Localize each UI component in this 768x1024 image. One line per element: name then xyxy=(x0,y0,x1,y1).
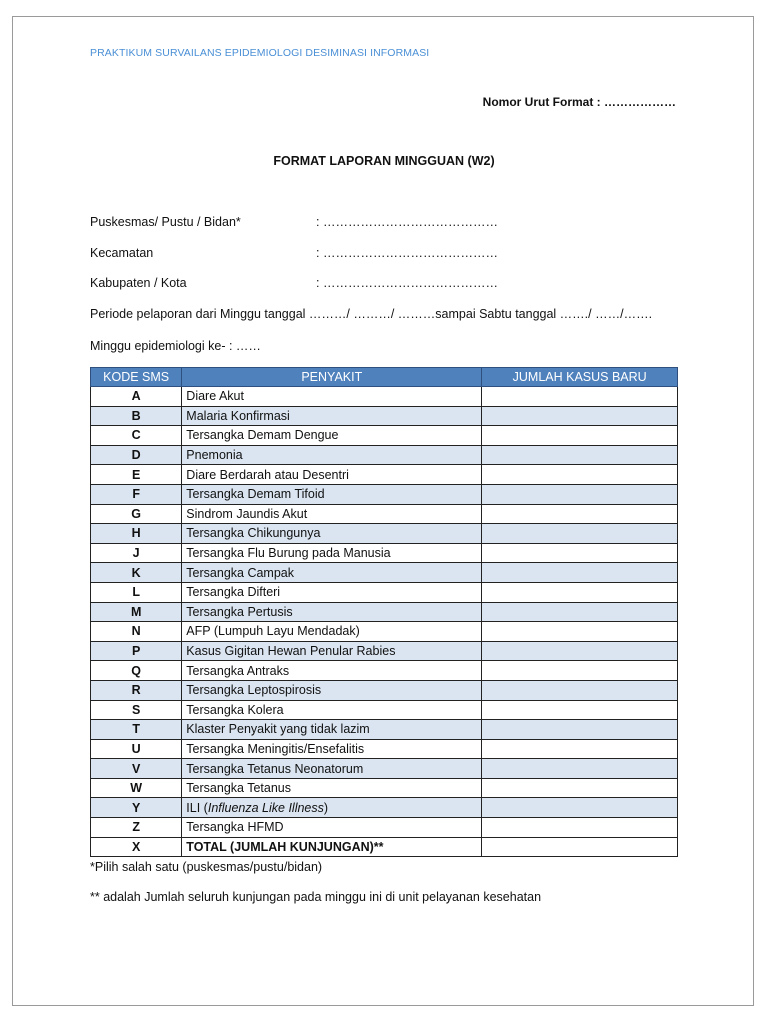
table-row xyxy=(91,818,678,838)
field-value: : …………………………………… xyxy=(316,246,498,260)
penyakit-cell: Tersangka Demam Dengue xyxy=(182,426,482,446)
table-row xyxy=(91,563,678,583)
table-row xyxy=(91,543,678,563)
jumlah-cell[interactable] xyxy=(482,563,678,583)
kode-cell: A xyxy=(91,387,182,407)
penyakit-cell: Tersangka Difteri xyxy=(182,582,482,602)
table-row xyxy=(91,700,678,720)
penyakit-cell: Tersangka Leptospirosis xyxy=(182,680,482,700)
table-row xyxy=(91,465,678,485)
kode-cell: E xyxy=(91,465,182,485)
table-row xyxy=(91,426,678,446)
footnote-jumlah: ** adalah Jumlah seluruh kunjungan pada minggu ini di unit pelayanan kesehatan xyxy=(90,890,542,904)
footnote-pilih: *Pilih salah satu (puskesmas/pustu/bidan) xyxy=(90,860,323,874)
penyakit-cell: Tersangka Meningitis/Ensefalitis xyxy=(182,739,482,759)
jumlah-cell[interactable] xyxy=(482,818,678,838)
kode-cell: J xyxy=(91,543,182,563)
table-row xyxy=(91,582,678,602)
kode-cell: Z xyxy=(91,818,182,838)
penyakit-cell: Malaria Konfirmasi xyxy=(182,406,482,426)
kode-cell: R xyxy=(91,680,182,700)
table-row xyxy=(91,484,678,504)
penyakit-cell: Pnemonia xyxy=(182,445,482,465)
field-value: : …………………………………… xyxy=(316,276,498,290)
jumlah-cell[interactable] xyxy=(482,700,678,720)
table-header-row xyxy=(91,368,678,387)
jumlah-cell[interactable] xyxy=(482,720,678,740)
table-row xyxy=(91,504,678,524)
penyakit-cell: Klaster Penyakit yang tidak lazim xyxy=(182,720,482,740)
kode-cell: X xyxy=(91,837,182,857)
table-row xyxy=(91,641,678,661)
penyakit-cell: AFP (Lumpuh Layu Mendadak) xyxy=(182,622,482,642)
jumlah-cell[interactable] xyxy=(482,759,678,779)
table-row xyxy=(91,524,678,544)
table-row xyxy=(91,759,678,779)
report-table xyxy=(90,367,678,857)
kode-cell: S xyxy=(91,700,182,720)
kode-cell: T xyxy=(91,720,182,740)
kode-cell: L xyxy=(91,582,182,602)
kode-cell: H xyxy=(91,524,182,544)
periode-pelaporan: Periode pelaporan dari Minggu tanggal ………/ ………/ ………sampai Sabtu tanggal ……./ ……/……. xyxy=(90,307,653,321)
field-value: : …………………………………… xyxy=(316,215,498,229)
table-row xyxy=(91,445,678,465)
jumlah-cell[interactable] xyxy=(482,543,678,563)
jumlah-cell[interactable] xyxy=(482,622,678,642)
kode-cell: G xyxy=(91,504,182,524)
kode-cell: Y xyxy=(91,798,182,818)
kode-cell: B xyxy=(91,406,182,426)
table-row xyxy=(91,720,678,740)
jumlah-cell[interactable] xyxy=(482,739,678,759)
penyakit-cell: Tersangka Antraks xyxy=(182,661,482,681)
penyakit-cell: Tersangka Tetanus xyxy=(182,778,482,798)
penyakit-cell: Tersangka Tetanus Neonatorum xyxy=(182,759,482,779)
penyakit-cell: Tersangka Chikungunya xyxy=(182,524,482,544)
kode-cell: K xyxy=(91,563,182,583)
kode-cell: F xyxy=(91,484,182,504)
jumlah-cell[interactable] xyxy=(482,602,678,622)
nomor-urut-format: Nomor Urut Format : ……………… xyxy=(482,95,676,109)
table-row xyxy=(91,622,678,642)
jumlah-cell[interactable] xyxy=(482,445,678,465)
penyakit-cell: TOTAL (JUMLAH KUNJUNGAN)** xyxy=(182,837,482,857)
table-row xyxy=(91,798,678,818)
jumlah-cell[interactable] xyxy=(482,504,678,524)
kode-cell: P xyxy=(91,641,182,661)
field-puskesmas xyxy=(90,215,498,229)
kode-cell: W xyxy=(91,778,182,798)
kode-cell: C xyxy=(91,426,182,446)
field-label: Kecamatan xyxy=(90,246,154,260)
jumlah-cell[interactable] xyxy=(482,778,678,798)
header-jumlah-kasus: JUMLAH KASUS BARU xyxy=(482,368,678,387)
table-row xyxy=(91,661,678,681)
table-row xyxy=(91,739,678,759)
header-penyakit: PENYAKIT xyxy=(182,368,482,387)
penyakit-cell: Tersangka Campak xyxy=(182,563,482,583)
minggu-epidemiologi: Minggu epidemiologi ke- : …… xyxy=(90,339,261,353)
penyakit-cell: Tersangka Pertusis xyxy=(182,602,482,622)
jumlah-cell xyxy=(482,837,678,857)
field-label: Puskesmas/ Pustu / Bidan* xyxy=(90,215,241,229)
field-label: Kabupaten / Kota xyxy=(90,276,187,290)
jumlah-cell[interactable] xyxy=(482,387,678,407)
table-row xyxy=(91,778,678,798)
kode-cell: N xyxy=(91,622,182,642)
jumlah-cell[interactable] xyxy=(482,484,678,504)
penyakit-cell: Tersangka Flu Burung pada Manusia xyxy=(182,543,482,563)
penyakit-cell: Diare Berdarah atau Desentri xyxy=(182,465,482,485)
jumlah-cell[interactable] xyxy=(482,465,678,485)
jumlah-cell[interactable] xyxy=(482,680,678,700)
jumlah-cell[interactable] xyxy=(482,798,678,818)
jumlah-cell[interactable] xyxy=(482,426,678,446)
jumlah-cell[interactable] xyxy=(482,406,678,426)
table-row xyxy=(91,602,678,622)
kode-cell: V xyxy=(91,759,182,779)
table-row xyxy=(91,837,678,857)
table-row xyxy=(91,387,678,407)
jumlah-cell[interactable] xyxy=(482,661,678,681)
jumlah-cell[interactable] xyxy=(482,641,678,661)
header-kode-sms: KODE SMS xyxy=(91,368,182,387)
field-kabupaten xyxy=(90,276,498,290)
jumlah-cell[interactable] xyxy=(482,524,678,544)
document-title: FORMAT LAPORAN MINGGUAN (W2) xyxy=(273,154,495,168)
kode-cell: M xyxy=(91,602,182,622)
table-row xyxy=(91,680,678,700)
table-row xyxy=(91,406,678,426)
document-header: PRAKTIKUM SURVAILANS EPIDEMIOLOGI DESIMINASI INFORMASI xyxy=(90,47,430,59)
penyakit-cell: Sindrom Jaundis Akut xyxy=(182,504,482,524)
penyakit-cell: Kasus Gigitan Hewan Penular Rabies xyxy=(182,641,482,661)
kode-cell: U xyxy=(91,739,182,759)
penyakit-cell: Tersangka Demam Tifoid xyxy=(182,484,482,504)
penyakit-cell: Tersangka Kolera xyxy=(182,700,482,720)
jumlah-cell[interactable] xyxy=(482,582,678,602)
field-kecamatan xyxy=(90,246,498,260)
penyakit-cell: ILI (Influenza Like Illness) xyxy=(182,798,482,818)
penyakit-cell: Tersangka HFMD xyxy=(182,818,482,838)
penyakit-cell: Diare Akut xyxy=(182,387,482,407)
kode-cell: D xyxy=(91,445,182,465)
kode-cell: Q xyxy=(91,661,182,681)
